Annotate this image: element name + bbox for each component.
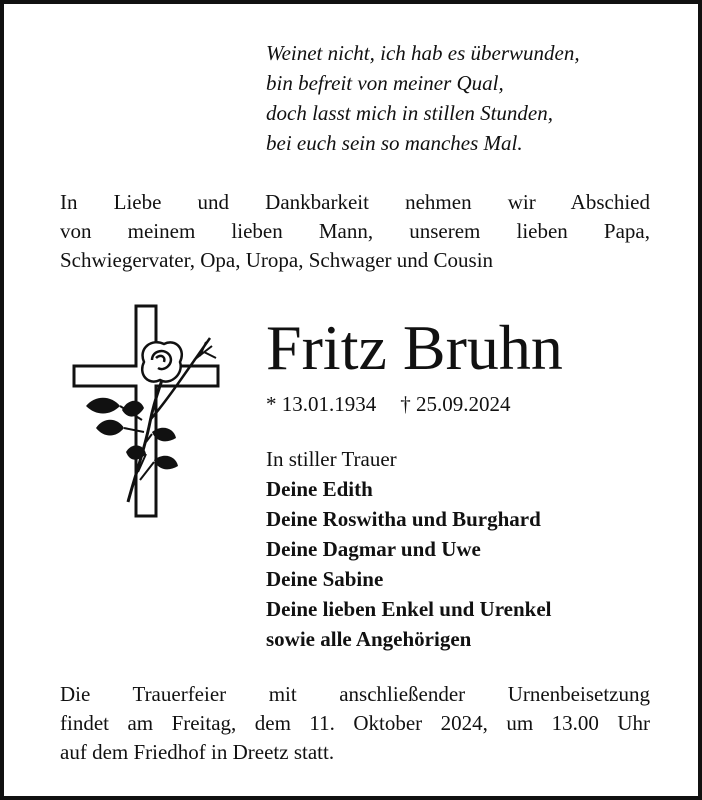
farewell-line: Schwiegervater, Opa, Uropa, Schwager und Cousin <box>60 248 494 272</box>
mourners-list <box>266 444 552 654</box>
death-date: † 25.09.2024 <box>400 392 511 416</box>
poem-line: Weinet nicht, ich hab es überwunden, <box>266 41 580 65</box>
funeral-line: findet am Freitag, dem 11. Oktober 2024, um 13.00 Uhr <box>60 711 650 735</box>
farewell-text <box>60 188 650 275</box>
poem-line: doch lasst mich in stillen Stunden, <box>266 101 553 125</box>
mourner-entry: Deine Edith <box>266 477 373 501</box>
funeral-line: Die Trauerfeier mit anschließender Urnenbeisetzung <box>60 682 650 706</box>
funeral-info <box>60 680 650 767</box>
funeral-line: auf dem Friedhof in Dreetz statt. <box>60 740 335 764</box>
farewell-line: von meinem lieben Mann, unserem lieben Papa, <box>60 219 650 243</box>
cross-with-rose-icon <box>66 302 226 522</box>
poem-line: bin befreit von meiner Qual, <box>266 71 504 95</box>
mourner-entry: Deine Sabine <box>266 567 384 591</box>
poem <box>266 38 580 158</box>
life-dates <box>266 390 511 418</box>
birth-date: * 13.01.1934 <box>266 392 377 416</box>
farewell-line: In Liebe und Dankbarkeit nehmen wir Abschied <box>60 190 650 214</box>
mourner-entry: Deine lieben Enkel und Urenkel <box>266 597 552 621</box>
poem-line: bei euch sein so manches Mal. <box>266 131 523 155</box>
deceased-name: Fritz Bruhn <box>266 312 563 383</box>
mourner-entry: sowie alle Angehörigen <box>266 627 472 651</box>
mourner-entry: Deine Dagmar und Uwe <box>266 537 481 561</box>
mourners-heading: In stiller Trauer <box>266 447 397 471</box>
mourner-entry: Deine Roswitha und Burghard <box>266 507 541 531</box>
